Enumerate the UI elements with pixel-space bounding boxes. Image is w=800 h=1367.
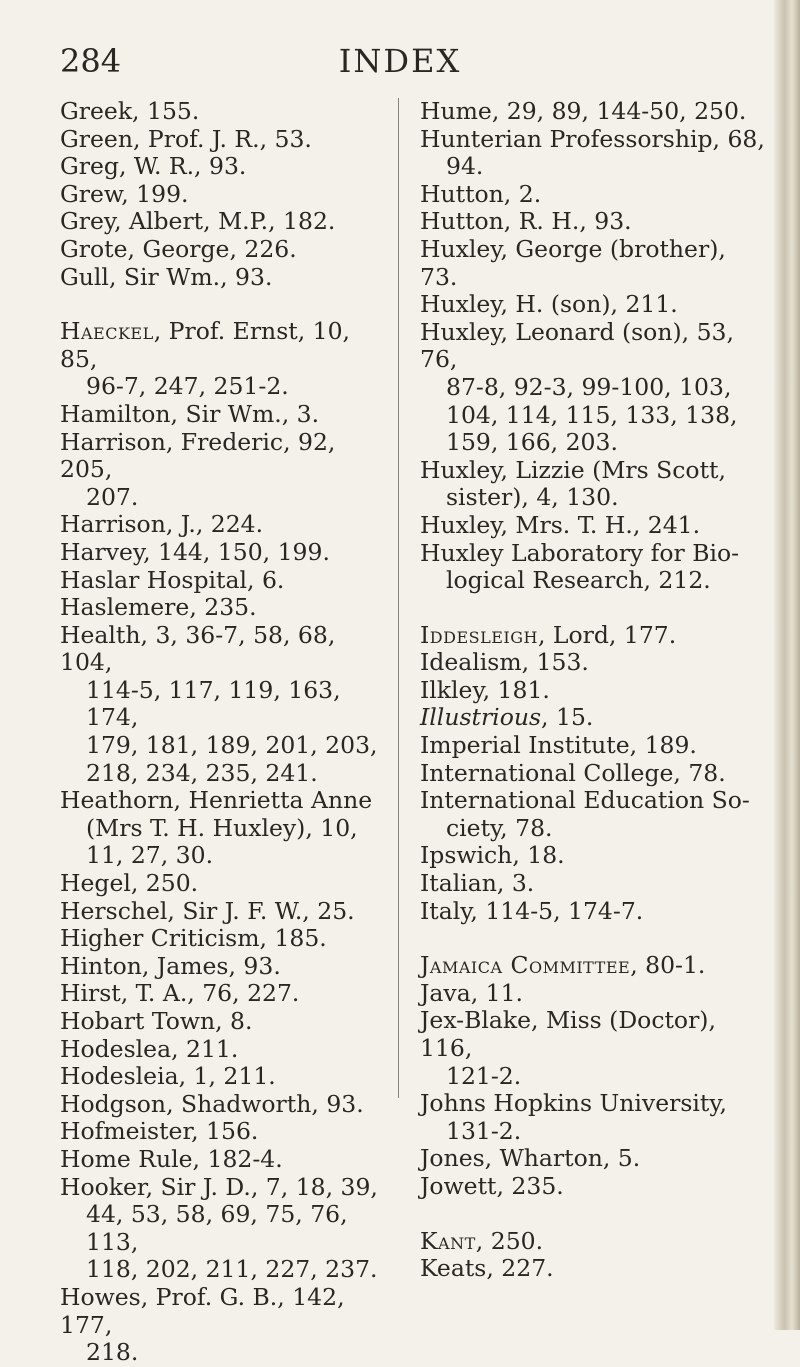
index-entry-heading <box>60 208 390 236</box>
index-entry-term: Jamaica Committee <box>420 951 631 980</box>
index-entry-heading <box>60 870 390 898</box>
index-entry <box>420 649 768 677</box>
index-entry-heading <box>60 567 390 595</box>
index-entry <box>420 540 768 595</box>
index-entry-heading <box>60 429 390 484</box>
index-entry <box>420 1007 768 1090</box>
index-entry-term: Kant <box>420 1226 476 1255</box>
index-entry-text: , 80-1. <box>630 951 706 980</box>
index-entry <box>420 952 768 980</box>
index-entry-text: , 15. <box>541 703 594 732</box>
index-entry-heading <box>420 1228 768 1256</box>
index-entry-heading <box>420 236 768 291</box>
index-entry <box>60 429 390 512</box>
index-entry-text: Huxley, George (brother), 73. <box>420 234 726 291</box>
index-entry <box>420 1255 768 1283</box>
index-entry <box>60 98 390 126</box>
index-entry-text: Keats, 227. <box>420 1254 554 1283</box>
index-entry-heading <box>60 401 390 429</box>
index-entry <box>60 1284 390 1367</box>
index-entry-text: Idealism, 153. <box>420 648 589 677</box>
index-entry-text: Ipswich, 18. <box>420 841 565 870</box>
index-entry-text: Java, 11. <box>420 978 524 1007</box>
index-entry-continuation: 44, 53, 58, 69, 75, 76, 113, <box>86 1200 348 1256</box>
index-entry-text: Hunterian Professorship, 68, <box>420 124 765 153</box>
index-entry <box>60 511 390 539</box>
index-entry <box>420 1228 768 1256</box>
index-entry-heading <box>420 126 768 154</box>
index-entry-text: Howes, Prof. G. B., 142, 177, <box>60 1282 345 1339</box>
right-column <box>420 98 768 1283</box>
index-entry-continuation: 207. <box>86 482 139 511</box>
index-entry-text: Greek, 155. <box>60 97 200 125</box>
page-number: 284 <box>60 42 122 80</box>
index-entry-text: Green, Prof. J. R., 53. <box>60 124 312 153</box>
index-entry-text: Hegel, 250. <box>60 869 199 898</box>
index-entry-continuation: 104, 114, 115, 133, 138, <box>446 400 738 429</box>
index-entry-heading <box>60 1174 390 1202</box>
index-entry <box>420 870 768 898</box>
index-entry-text: Greg, W. R., 93. <box>60 152 247 181</box>
index-entry-heading <box>420 457 768 485</box>
index-entry-continuation: 11, 27, 30. <box>86 841 214 870</box>
index-entry <box>60 953 390 981</box>
index-entry-text: Grey, Albert, M.P., 182. <box>60 207 336 236</box>
index-entry-heading <box>420 898 768 926</box>
index-entry-text: Jowett, 235. <box>420 1171 564 1200</box>
index-entry <box>420 787 768 842</box>
index-entry-heading <box>420 1090 768 1118</box>
index-entry <box>420 1173 768 1201</box>
index-entry-text: Hinton, James, 93. <box>60 951 281 980</box>
index-entry-text: Haslar Hospital, 6. <box>60 565 285 594</box>
index-entry-heading <box>420 787 768 815</box>
index-entry-text: Grote, George, 226. <box>60 234 297 263</box>
index-entry <box>60 622 390 788</box>
index-entry-continuation: 94. <box>446 152 484 181</box>
index-entry-text: Grew, 199. <box>60 179 189 208</box>
index-entry-text: Hobart Town, 8. <box>60 1007 253 1035</box>
index-entry-text: Italy, 114-5, 174-7. <box>420 896 644 925</box>
index-entry-heading <box>420 980 768 1008</box>
index-entry-heading <box>420 512 768 540</box>
index-entry <box>420 1090 768 1145</box>
index-entry-continuation: 218, 234, 235, 241. <box>86 758 318 787</box>
index-entry-heading <box>60 1091 390 1119</box>
index-entry-continuation: 179, 181, 189, 201, 203, <box>86 731 378 760</box>
index-entry-text: Home Rule, 182-4. <box>60 1144 283 1173</box>
index-entry-text: Hutton, R. H., 93. <box>420 207 632 236</box>
index-entry-text: Huxley, H. (son), 211. <box>420 290 678 319</box>
index-entry-heading <box>60 594 390 622</box>
index-entry-text: Imperial Institute, 189. <box>420 731 697 760</box>
index-entry-continuation: ciety, 78. <box>446 813 553 842</box>
index-entry <box>60 898 390 926</box>
index-entry <box>420 236 768 291</box>
index-entry-text: Hofmeister, 156. <box>60 1117 259 1146</box>
index-entry-text: , 250. <box>475 1226 544 1255</box>
index-entry-text: Hodesleia, 1, 211. <box>60 1062 276 1091</box>
index-entry <box>420 980 768 1008</box>
index-entry-continuation: 121-2. <box>446 1061 522 1090</box>
index-entry-heading <box>420 1173 768 1201</box>
index-entry-text: Harvey, 144, 150, 199. <box>60 537 330 566</box>
index-entry <box>60 980 390 1008</box>
index-entry <box>420 126 768 181</box>
index-entry <box>420 291 768 319</box>
index-entry-heading <box>420 1255 768 1283</box>
index-entry-heading <box>60 1008 390 1036</box>
index-entry <box>60 1008 390 1036</box>
index-entry-heading <box>420 677 768 705</box>
index-entry <box>420 512 768 540</box>
index-entry-text: Heathorn, Henrietta Anne <box>60 786 373 815</box>
index-entry-heading <box>420 952 768 980</box>
index-entry <box>60 1174 390 1284</box>
page-edge <box>774 0 800 1330</box>
index-entry-text: Johns Hopkins University, <box>420 1089 727 1118</box>
index-entry-heading <box>60 153 390 181</box>
index-entry <box>60 208 390 236</box>
index-entry-term: Iddesleigh <box>420 620 538 649</box>
index-entry-heading <box>420 319 768 374</box>
index-entry-text: Hamilton, Sir Wm., 3. <box>60 399 320 428</box>
index-entry-continuation: 114-5, 117, 119, 163, 174, <box>86 675 341 732</box>
index-entry-continuation: 218. <box>86 1338 139 1367</box>
index-entry-text: Hirst, T. A., 76, 227. <box>60 979 300 1008</box>
index-entry <box>60 401 390 429</box>
index-entry <box>60 236 390 264</box>
index-entry-heading <box>60 511 390 539</box>
index-entry-heading <box>60 622 390 677</box>
index-entry <box>420 704 768 732</box>
index-entry <box>420 622 768 650</box>
index-entry-heading <box>60 1118 390 1146</box>
index-entry-continuation: 87-8, 92-3, 99-100, 103, <box>446 372 732 401</box>
index-entry-text: Hooker, Sir J. D., 7, 18, 39, <box>60 1172 378 1201</box>
index-entry-text: Harrison, Frederic, 92, 205, <box>60 427 336 484</box>
index-entry-text: , Lord, 177. <box>537 620 677 649</box>
index-entry-text: Hutton, 2. <box>420 179 542 208</box>
index-entry-text: Hume, 29, 89, 144-50, 250. <box>420 97 747 125</box>
index-entry <box>60 1091 390 1119</box>
index-entry-text: Herschel, Sir J. F. W., 25. <box>60 896 355 925</box>
running-head: INDEX <box>338 42 462 80</box>
index-entry-heading <box>60 181 390 209</box>
index-entry-text: Hodeslea, 211. <box>60 1034 239 1063</box>
index-entry-heading <box>420 540 768 568</box>
index-entry-heading <box>420 98 768 126</box>
index-entry-heading <box>60 898 390 926</box>
index-entry-continuation: (Mrs T. H. Huxley), 10, <box>86 813 358 842</box>
index-entry-heading <box>60 925 390 953</box>
index-entry-text: Huxley, Mrs. T. H., 241. <box>420 510 701 539</box>
index-entry-heading <box>60 236 390 264</box>
index-entry-text: Jones, Wharton, 5. <box>420 1144 641 1173</box>
index-entry-heading <box>420 622 768 650</box>
index-entry-text: Haslemere, 235. <box>60 593 257 622</box>
index-entry <box>60 126 390 154</box>
index-entry-heading <box>420 760 768 788</box>
index-entry-heading <box>60 1284 390 1339</box>
index-entry <box>60 1146 390 1174</box>
column-divider <box>398 98 399 1098</box>
index-entry-heading <box>60 1063 390 1091</box>
index-entry <box>420 98 768 126</box>
index-entry-term: Illustrious <box>420 703 542 732</box>
index-entry-continuation: sister), 4, 130. <box>446 483 619 512</box>
index-entry-heading <box>420 704 768 732</box>
index-entry <box>60 539 390 567</box>
index-entry-text: Hodgson, Shadworth, 93. <box>60 1089 364 1118</box>
index-entry-heading <box>420 291 768 319</box>
index-entry-heading <box>60 953 390 981</box>
index-entry <box>60 264 390 292</box>
index-entry <box>60 153 390 181</box>
index-entry-text: Huxley Laboratory for Bio- <box>420 538 740 567</box>
index-entry <box>420 760 768 788</box>
index-entry <box>60 870 390 898</box>
left-column <box>60 98 390 1367</box>
index-entry-text: , Prof. Ernst, 10, 85, <box>60 317 351 373</box>
index-entry <box>60 787 390 870</box>
index-entry <box>60 567 390 595</box>
index-entry <box>420 457 768 512</box>
index-entry-text: Italian, 3. <box>420 869 535 898</box>
index-entry <box>60 925 390 953</box>
index-entry <box>420 677 768 705</box>
index-entry <box>60 1036 390 1064</box>
index-entry-heading <box>420 181 768 209</box>
index-entry-continuation: 131-2. <box>446 1116 522 1145</box>
index-entry <box>60 181 390 209</box>
index-entry-text: Huxley, Leonard (son), 53, 76, <box>420 317 734 374</box>
index-entry <box>420 319 768 457</box>
index-entry <box>60 1063 390 1091</box>
index-entry-heading <box>60 980 390 1008</box>
index-entry-heading <box>420 870 768 898</box>
index-entry <box>420 1145 768 1173</box>
index-entry-heading <box>420 842 768 870</box>
index-entry <box>60 594 390 622</box>
index-entry-heading <box>60 1036 390 1064</box>
index-entry-heading <box>60 318 390 373</box>
index-entry-heading <box>60 787 390 815</box>
index-entry-heading <box>60 1146 390 1174</box>
index-entry <box>420 898 768 926</box>
index-entry-text: Higher Criticism, 185. <box>60 924 327 953</box>
index-entry-heading <box>420 649 768 677</box>
index-entry <box>420 208 768 236</box>
index-entry <box>420 732 768 760</box>
index-entry-text: Jex-Blake, Miss (Doctor), 116, <box>420 1006 716 1062</box>
index-entry-heading <box>60 126 390 154</box>
index-entry-continuation: 118, 202, 211, 227, 237. <box>86 1255 378 1284</box>
index-entry-heading <box>60 98 390 126</box>
index-entry-heading <box>60 264 390 292</box>
index-entry-heading <box>420 1145 768 1173</box>
index-entry-text: International College, 78. <box>420 758 726 787</box>
index-entry <box>60 1118 390 1146</box>
index-entry-continuation: logical Research, 212. <box>446 566 711 595</box>
index-entry-text: Health, 3, 36-7, 58, 68, 104, <box>60 620 336 677</box>
index-entry <box>60 318 390 401</box>
index-entry-heading <box>420 208 768 236</box>
index-entry-continuation: 96-7, 247, 251-2. <box>86 372 289 401</box>
index-entry <box>420 181 768 209</box>
index-entry-text: Harrison, J., 224. <box>60 510 264 539</box>
index-entry-text: Huxley, Lizzie (Mrs Scott, <box>420 455 726 484</box>
index-entry-text: Gull, Sir Wm., 93. <box>60 262 273 291</box>
index-entry-heading <box>420 1007 768 1062</box>
index-entry-text: Ilkley, 181. <box>420 675 550 704</box>
index-entry-continuation: 159, 166, 203. <box>446 428 618 457</box>
index-entry-text: International Education So- <box>420 786 750 815</box>
index-entry <box>420 842 768 870</box>
index-entry-heading <box>60 539 390 567</box>
index-entry-heading <box>420 732 768 760</box>
index-entry-term: Haeckel <box>60 317 154 346</box>
